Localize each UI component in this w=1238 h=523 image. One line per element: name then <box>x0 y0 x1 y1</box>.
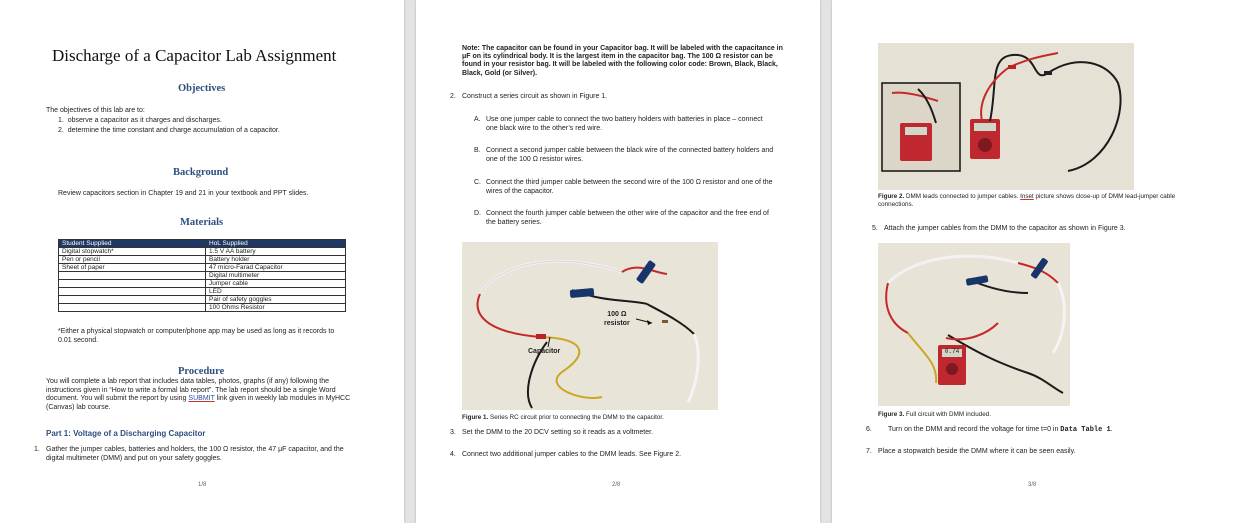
table-row <box>59 256 346 264</box>
step4-number: 4. <box>450 451 456 458</box>
full-circuit-illustration <box>878 243 1070 406</box>
table-row <box>59 288 346 296</box>
step2-number: 2. <box>450 93 456 100</box>
dmm-readout: 0.74 <box>944 348 960 355</box>
objectives-heading: Objectives <box>178 83 226 94</box>
page-number-1: 1/8 <box>198 482 207 488</box>
resistor-label: 100 Ω resistor <box>604 311 630 327</box>
step6-text: Turn on the DMM and record the voltage for time t=0 in Data Table 1. <box>888 426 1113 434</box>
table-row <box>59 272 346 280</box>
figure1-caption: Figure 1. Series RC circuit prior to connecting the DMM to the capacitor. <box>462 414 664 421</box>
table-cell <box>59 280 206 288</box>
part1-heading: Part 1: Voltage of a Discharging Capacitor <box>46 429 206 438</box>
table-cell <box>59 288 206 296</box>
table-row <box>59 264 346 272</box>
materials-note: *Either a physical stopwatch or computer/phone app may be used as long as it records to 0.01 second. <box>58 328 335 344</box>
table-row <box>59 296 346 304</box>
document-title: Discharge of a Capacitor Lab Assignment <box>52 46 337 65</box>
step3-number: 3. <box>450 429 456 436</box>
procedure-heading: Procedure <box>178 366 225 377</box>
table-row <box>59 248 346 256</box>
figure3-photo <box>878 243 1070 406</box>
step1-number: 1. <box>34 446 40 453</box>
capacitor-label: Capacitor <box>528 348 561 355</box>
step5-number: 5. <box>872 225 878 232</box>
table-cell: Jumper cable <box>206 280 346 288</box>
figure2-photo <box>878 43 1134 190</box>
table-cell: Digital stopwatch* <box>59 248 206 256</box>
table-cell: 100 Ohms Resistor <box>206 304 346 312</box>
substep-c-text: Connect the third jumper cable between the second wire of the 100 Ω resistor and one of the wires of the capacitor. <box>486 179 773 195</box>
table-cell: Pen or pencil <box>59 256 206 264</box>
substep-b-text: Connect a second jumper cable between the black wire of the connected battery holders and one of the 100 Ω resistor wires. <box>486 147 774 163</box>
substep-a-letter: A. <box>474 116 481 123</box>
table-cell: Battery holder <box>206 256 346 264</box>
table-cell: Pair of safety goggles <box>206 296 346 304</box>
substep-c-letter: C. <box>474 179 481 186</box>
procedure-text: You will complete a lab report that includes data tables, photos, graphs (if any) following the instructions given in “How to write a formal lab report”. The lab report should be a single Word document. You will submit the report by using SUBMIT link given in weekly lab modules in MyHCC (Canvas) lab course. <box>46 378 351 411</box>
substep-a-text: Use one jumper cable to connect the two battery holders with batteries in place – connect one black wire to the other’s red wire. <box>486 116 763 132</box>
materials-heading: Materials <box>180 217 224 228</box>
inset-link: Inset <box>1020 193 1034 200</box>
table-cell: 47 micro-Farad Capacitor <box>206 264 346 272</box>
step5-text: Attach the jumper cables from the DMM to the capacitor as shown in Figure 3. <box>884 225 1126 232</box>
figure2-caption: Figure 2. DMM leads connected to jumper cables. Inset picture shows close-up of DMM lead-jumper cable connections. <box>878 193 1176 208</box>
table-cell <box>59 296 206 304</box>
data-table-ref: Data Table 1 <box>1060 426 1111 434</box>
substep-d-letter: D. <box>474 210 481 217</box>
table-cell <box>59 304 206 312</box>
table-cell: Sheet of paper <box>59 264 206 272</box>
step3-text: Set the DMM to the 20 DCV setting so it reads as a voltmeter. <box>462 429 654 436</box>
objective-item-2: 2. determine the time constant and charge accumulation of a capacitor. <box>58 127 280 134</box>
page-2 <box>416 0 820 523</box>
page-3 <box>832 0 1238 523</box>
table-cell: 1.5 V AA battery <box>206 248 346 256</box>
table-cell: Digital multimeter <box>206 272 346 280</box>
figure3-caption: Figure 3. Full circuit with DMM included. <box>878 411 992 418</box>
page-number-3: 3/8 <box>1028 482 1037 488</box>
table-row <box>59 304 346 312</box>
background-text: Review capacitors section in Chapter 19 and 21 in your textbook and PPT slides. <box>58 190 309 197</box>
step2-text: Construct a series circuit as shown in Figure 1. <box>462 93 608 100</box>
table-cell <box>59 272 206 280</box>
table-cell: LED <box>206 288 346 296</box>
objectives-intro: The objectives of this lab are to: <box>46 107 145 114</box>
page-1 <box>0 0 404 523</box>
materials-header-student: Student Supplied <box>59 240 206 248</box>
step4-text: Connect two additional jumper cables to the DMM leads. See Figure 2. <box>462 451 682 458</box>
substep-b-letter: B. <box>474 147 481 154</box>
circuit-illustration-1 <box>462 242 718 410</box>
background-heading: Background <box>173 167 229 178</box>
capacitor-note: Note: The capacitor can be found in your Capacitor bag. It will be labeled with the capacitance in μF on its cylindrical body. It is the largest item in the capacitor bag. The 100 Ω resistor can be found in your resistor bag. It will be labeled with the following color code: Brown, Black, Black, Black, Gold (or Silver). <box>462 45 783 77</box>
dmm-leads-illustration <box>878 43 1134 190</box>
step7-text: Place a stopwatch beside the DMM where it can be seen easily. <box>878 448 1076 455</box>
step6-number: 6. <box>866 426 872 433</box>
figure1-photo <box>462 242 718 410</box>
submit-link[interactable]: SUBMIT <box>188 395 215 403</box>
page-number-2: 2/8 <box>612 482 621 488</box>
table-row <box>59 280 346 288</box>
materials-table <box>58 239 346 312</box>
step1-text: Gather the jumper cables, batteries and holders, the 100 Ω resistor, the 47 μF capacitor, and the digital multimeter (DMM) and put on your safety goggles. <box>46 446 344 462</box>
step7-number: 7. <box>866 448 872 455</box>
substep-d-text: Connect the fourth jumper cable between the other wire of the capacitor and the free end of the battery series. <box>486 210 769 226</box>
objective-item-1: 1. observe a capacitor as it charges and discharges. <box>58 117 222 124</box>
materials-header-row <box>59 240 346 248</box>
materials-header-hol: HoL Supplied <box>206 240 346 248</box>
